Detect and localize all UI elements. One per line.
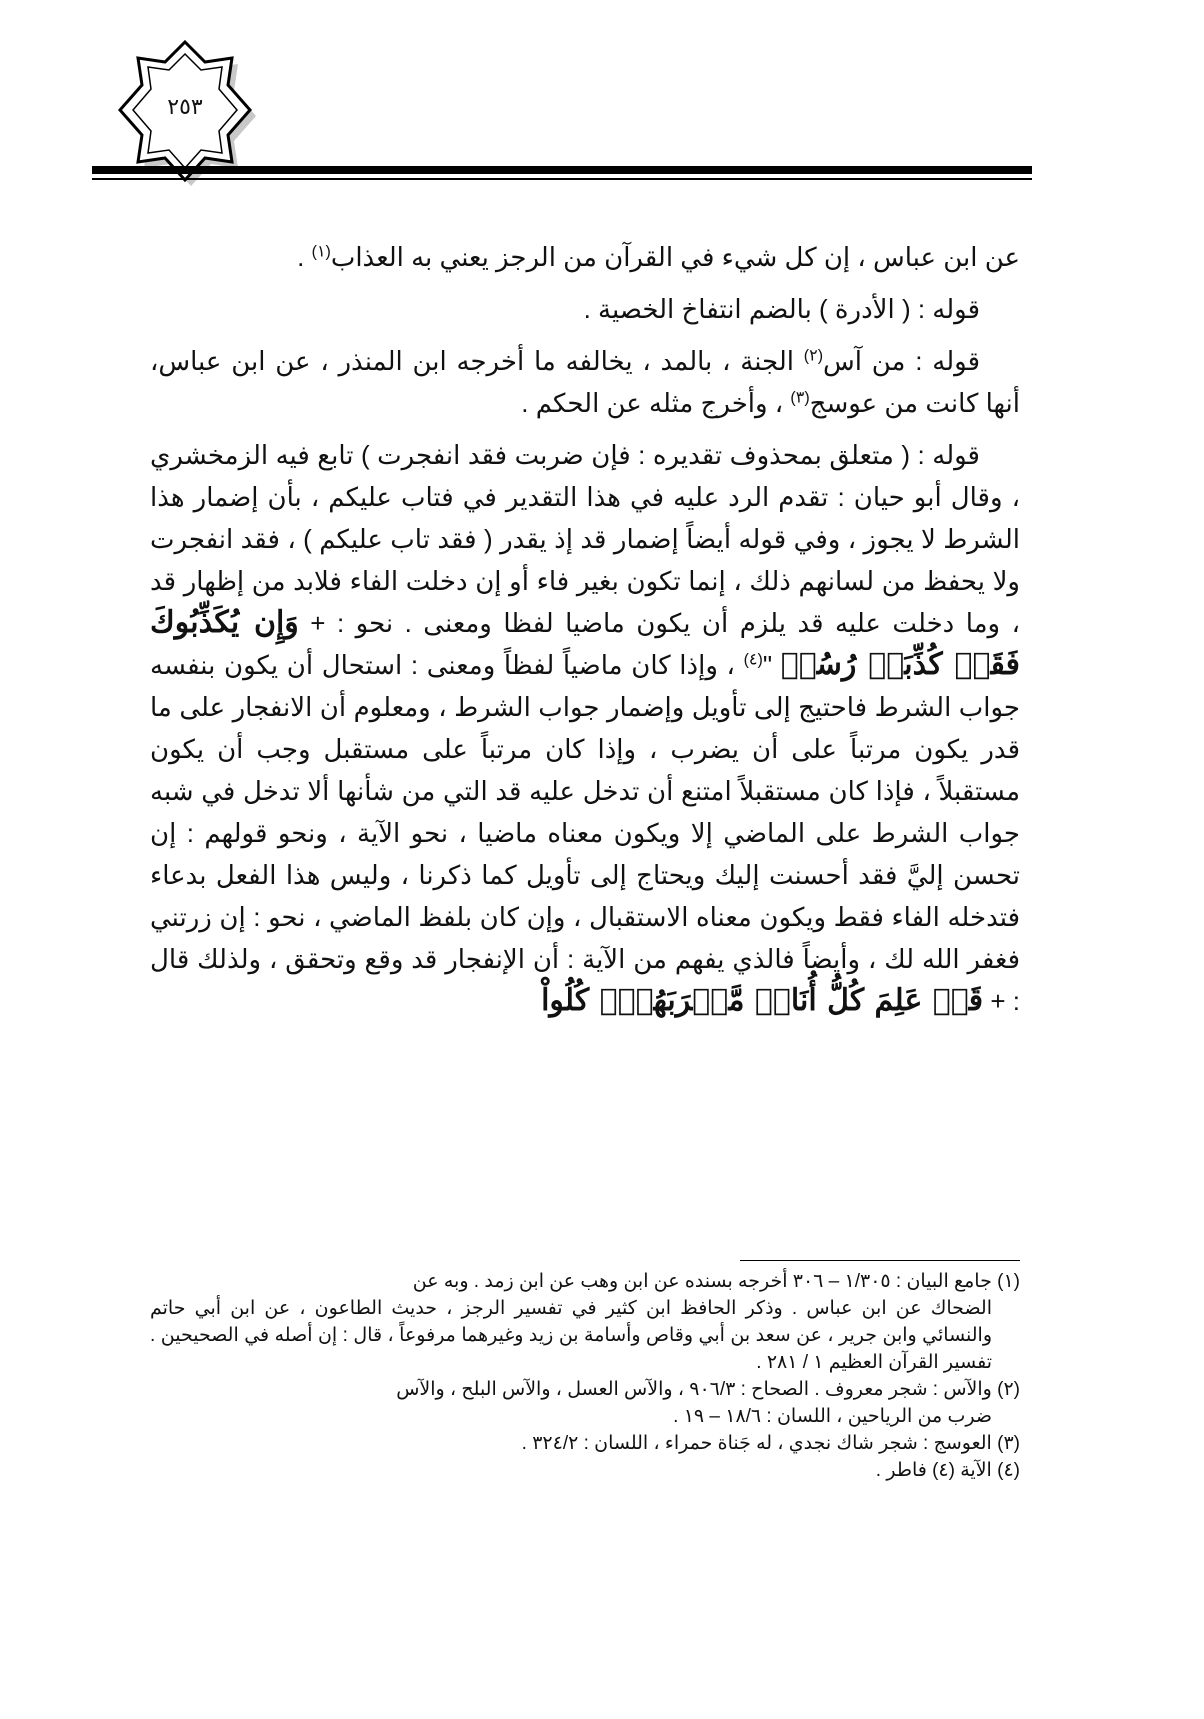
footnote-ref-4: (٤)	[743, 651, 763, 669]
footnotes	[150, 1268, 1020, 1484]
header-rule-thick	[92, 166, 1032, 174]
quran-verse-2: قَدۡ عَلِمَ كُلُّ أُنَاسٖ مَّشۡرَبَهُمۡۖ كُلُواْ	[541, 983, 984, 1018]
main-text	[150, 236, 1020, 1032]
footnote-1: (١) جامع البيان : ١/٣٠٥ – ٣٠٦ أخرجه بسنده عن ابن وهب عن ابن زمد . وبه عن الضحاك عن ابن عباس . وذكر الحافظ ابن كثير في تفسير الرجز ، حديث الطاعون ، عن ابن أبي حاتم والنسائي وابن جرير ، عن سعد بن أبي وقاص وأسامة بن زيد وغيرهما مرفوعاً ، قال : إن أصله في الصحيحين . تفسير القرآن العظيم ١ / ٢٨١ .	[150, 1271, 1020, 1373]
paragraph-1: عن ابن عباس ، إن كل شيء في القرآن من الرجز يعني به العذاب$^{(١)}$ .	[297, 242, 1020, 272]
paragraph-2: قوله : ( الأدرة ) بالضم انتفاخ الخصية .	[583, 294, 980, 324]
footnote-2: (٢) والآس : شجر معروف . الصحاح : ٩٠٦/٣ ، والآس العسل ، والآس البلح ، والآس ضرب من الرياحين ، اللسان : ١٨/٦ – ١٩ .	[396, 1379, 1020, 1427]
footnote-ref-2: (٢)	[803, 347, 824, 365]
header-rule-thin	[92, 178, 1032, 180]
paragraph-4: قوله : ( متعلق بمحذوف تقديره : فإن ضربت فقد انفجرت ) تابع فيه الزمخشري ، وقال أبو حيان : تقدم الرد عليه في هذا التقدير في فتاب عليكم ، بأن إضمار هذا الشرط لا يجوز ، وفي قوله أيضاً إضمار قد إذ يقدر ( فقد تاب عليكم ) ، فقد انفجرت ولا يحفظ من لسانهم ذلك ، إنما تكون بغير فاء أو إن دخلت الفاء فلابد من إظهار قد ، وما دخلت عليه قد يلزم أن يكون ماضيا لفظا ومعنى . نحو : + وَإِن يُكَذِّبُوكَ فَقَدۡ كُذِّبَتۡ رُسُلٞ "$^{(٤)}$ ، وإذا كان ماضياً لفظاً ومعنى : استحال أن يكون بنفسه جواب الشرط فاحتيج إلى تأويل وإضمار جواب الشرط ، ومعلوم أن الانفجار على ما قدر يكون مرتباً على أن يضرب ، وإذا كان مرتباً على مستقبل وجب أن يكون مستقبلاً ، فإذا كان مستقبلاً امتنع أن تدخل عليه قد التي من شأنها ألا تدخل في شبه جواب الشرط على الماضي إلا ويكون معناه ماضيا ، نحو الآية ، ونحو قولهم : إن تحسن إليَّ فقد أحسنت إليك ويحتاج إلى تأويل كما ذكرنا ، وليس هذا الفعل بدعاء فتدخله الفاء فقط ويكون معناه الاستقبال ، وإن كان بلفظ الماضي ، نحو : إن زرتني فغفر الله لك ، وأيضاً فالذي يفهم من الآية : أن الإنفجار قد وقع وتحقق ، ولذلك قال : + قَدۡ عَلِمَ كُلُّ أُنَاسٖ مَّشۡرَبَهُمۡۖ كُلُواْ	[150, 440, 1020, 1018]
page-number: ٢٥٣	[167, 95, 203, 120]
footnote-separator	[740, 1260, 1020, 1261]
footnote-ref-3: (٣)	[790, 389, 810, 407]
footnote-ref-1: (١)	[311, 243, 331, 261]
paragraph-3: قوله : من آس$^{(٢)}$ الجنة ، بالمد ، يخالفه ما أخرجه ابن المنذر ، عن ابن عباس، أنها كانت من عوسج$^{(٣)}$ ، وأخرج مثله عن الحكم .	[150, 346, 1020, 418]
footnote-4: (٤) الآية (٤) فاطر .	[875, 1460, 1020, 1481]
footnote-3: (٣) العوسج : شجر شاك نجدي ، له جَناة حمراء ، اللسان : ٣٢٤/٢ .	[521, 1433, 1020, 1454]
quran-verse-1: وَإِن يُكَذِّبُوكَ فَقَدۡ كُذِّبَتۡ رُسُلٞ	[150, 605, 1020, 682]
